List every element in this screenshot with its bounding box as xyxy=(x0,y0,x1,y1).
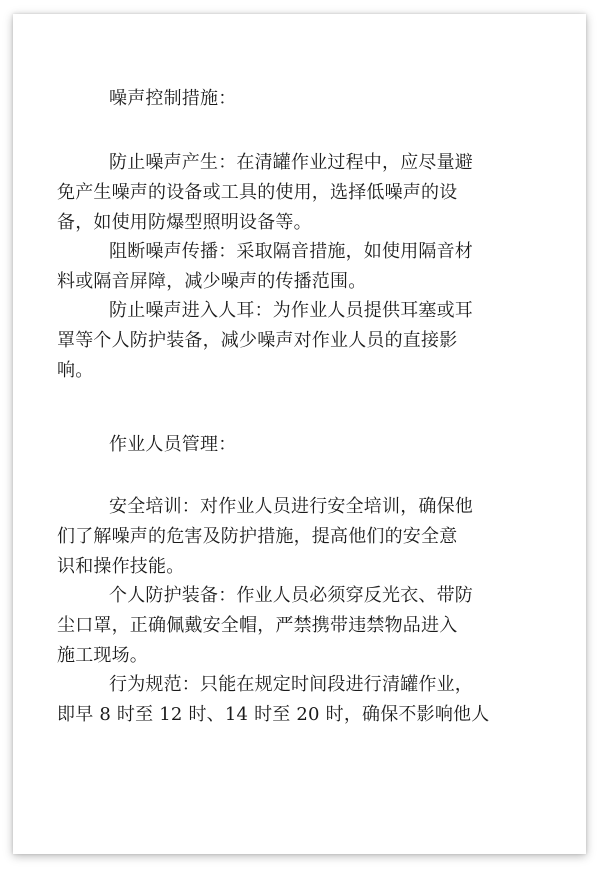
paragraph-line: 即早 8 时至 12 时、14 时至 20 时，确保不影响他人 xyxy=(57,704,490,725)
section-heading-noise: 噪声控制措施： xyxy=(109,88,237,109)
paragraph-line: 安全培训：对作业人员进行安全培训，确保他 xyxy=(109,496,473,517)
section-heading-personnel: 作业人员管理： xyxy=(109,434,237,455)
paragraph-line: 免产生噪声的设备或工具的使用，选择低噪声的设 xyxy=(57,182,458,203)
paragraph-line: 备，如使用防爆型照明设备等。 xyxy=(57,212,312,233)
paragraph-line: 识和操作技能。 xyxy=(57,556,185,577)
paragraph-line: 料或隔音屏障，减少噪声的传播范围。 xyxy=(57,271,367,292)
paragraph-line: 防止噪声进入人耳：为作业人员提供耳塞或耳 xyxy=(109,300,473,321)
paragraph-line: 尘口罩，正确佩戴安全帽，严禁携带违禁物品进入 xyxy=(57,615,458,636)
paragraph-line: 施工现场。 xyxy=(57,645,148,666)
paragraph-line: 罩等个人防护装备，减少噪声对作业人员的直接影 xyxy=(57,330,458,351)
paragraph-line: 响。 xyxy=(57,360,94,381)
paragraph-line: 个人防护装备：作业人员必须穿反光衣、带防 xyxy=(109,585,473,606)
paragraph-line: 防止噪声产生：在清罐作业过程中，应尽量避 xyxy=(109,152,473,173)
paragraph-line: 阻断噪声传播：采取隔音措施，如使用隔音材 xyxy=(109,241,473,262)
paragraph-line: 行为规范：只能在规定时间段进行清罐作业， xyxy=(109,674,473,695)
document-page xyxy=(13,14,586,854)
paragraph-line: 们了解噪声的危害及防护措施，提高他们的安全意 xyxy=(57,526,458,547)
